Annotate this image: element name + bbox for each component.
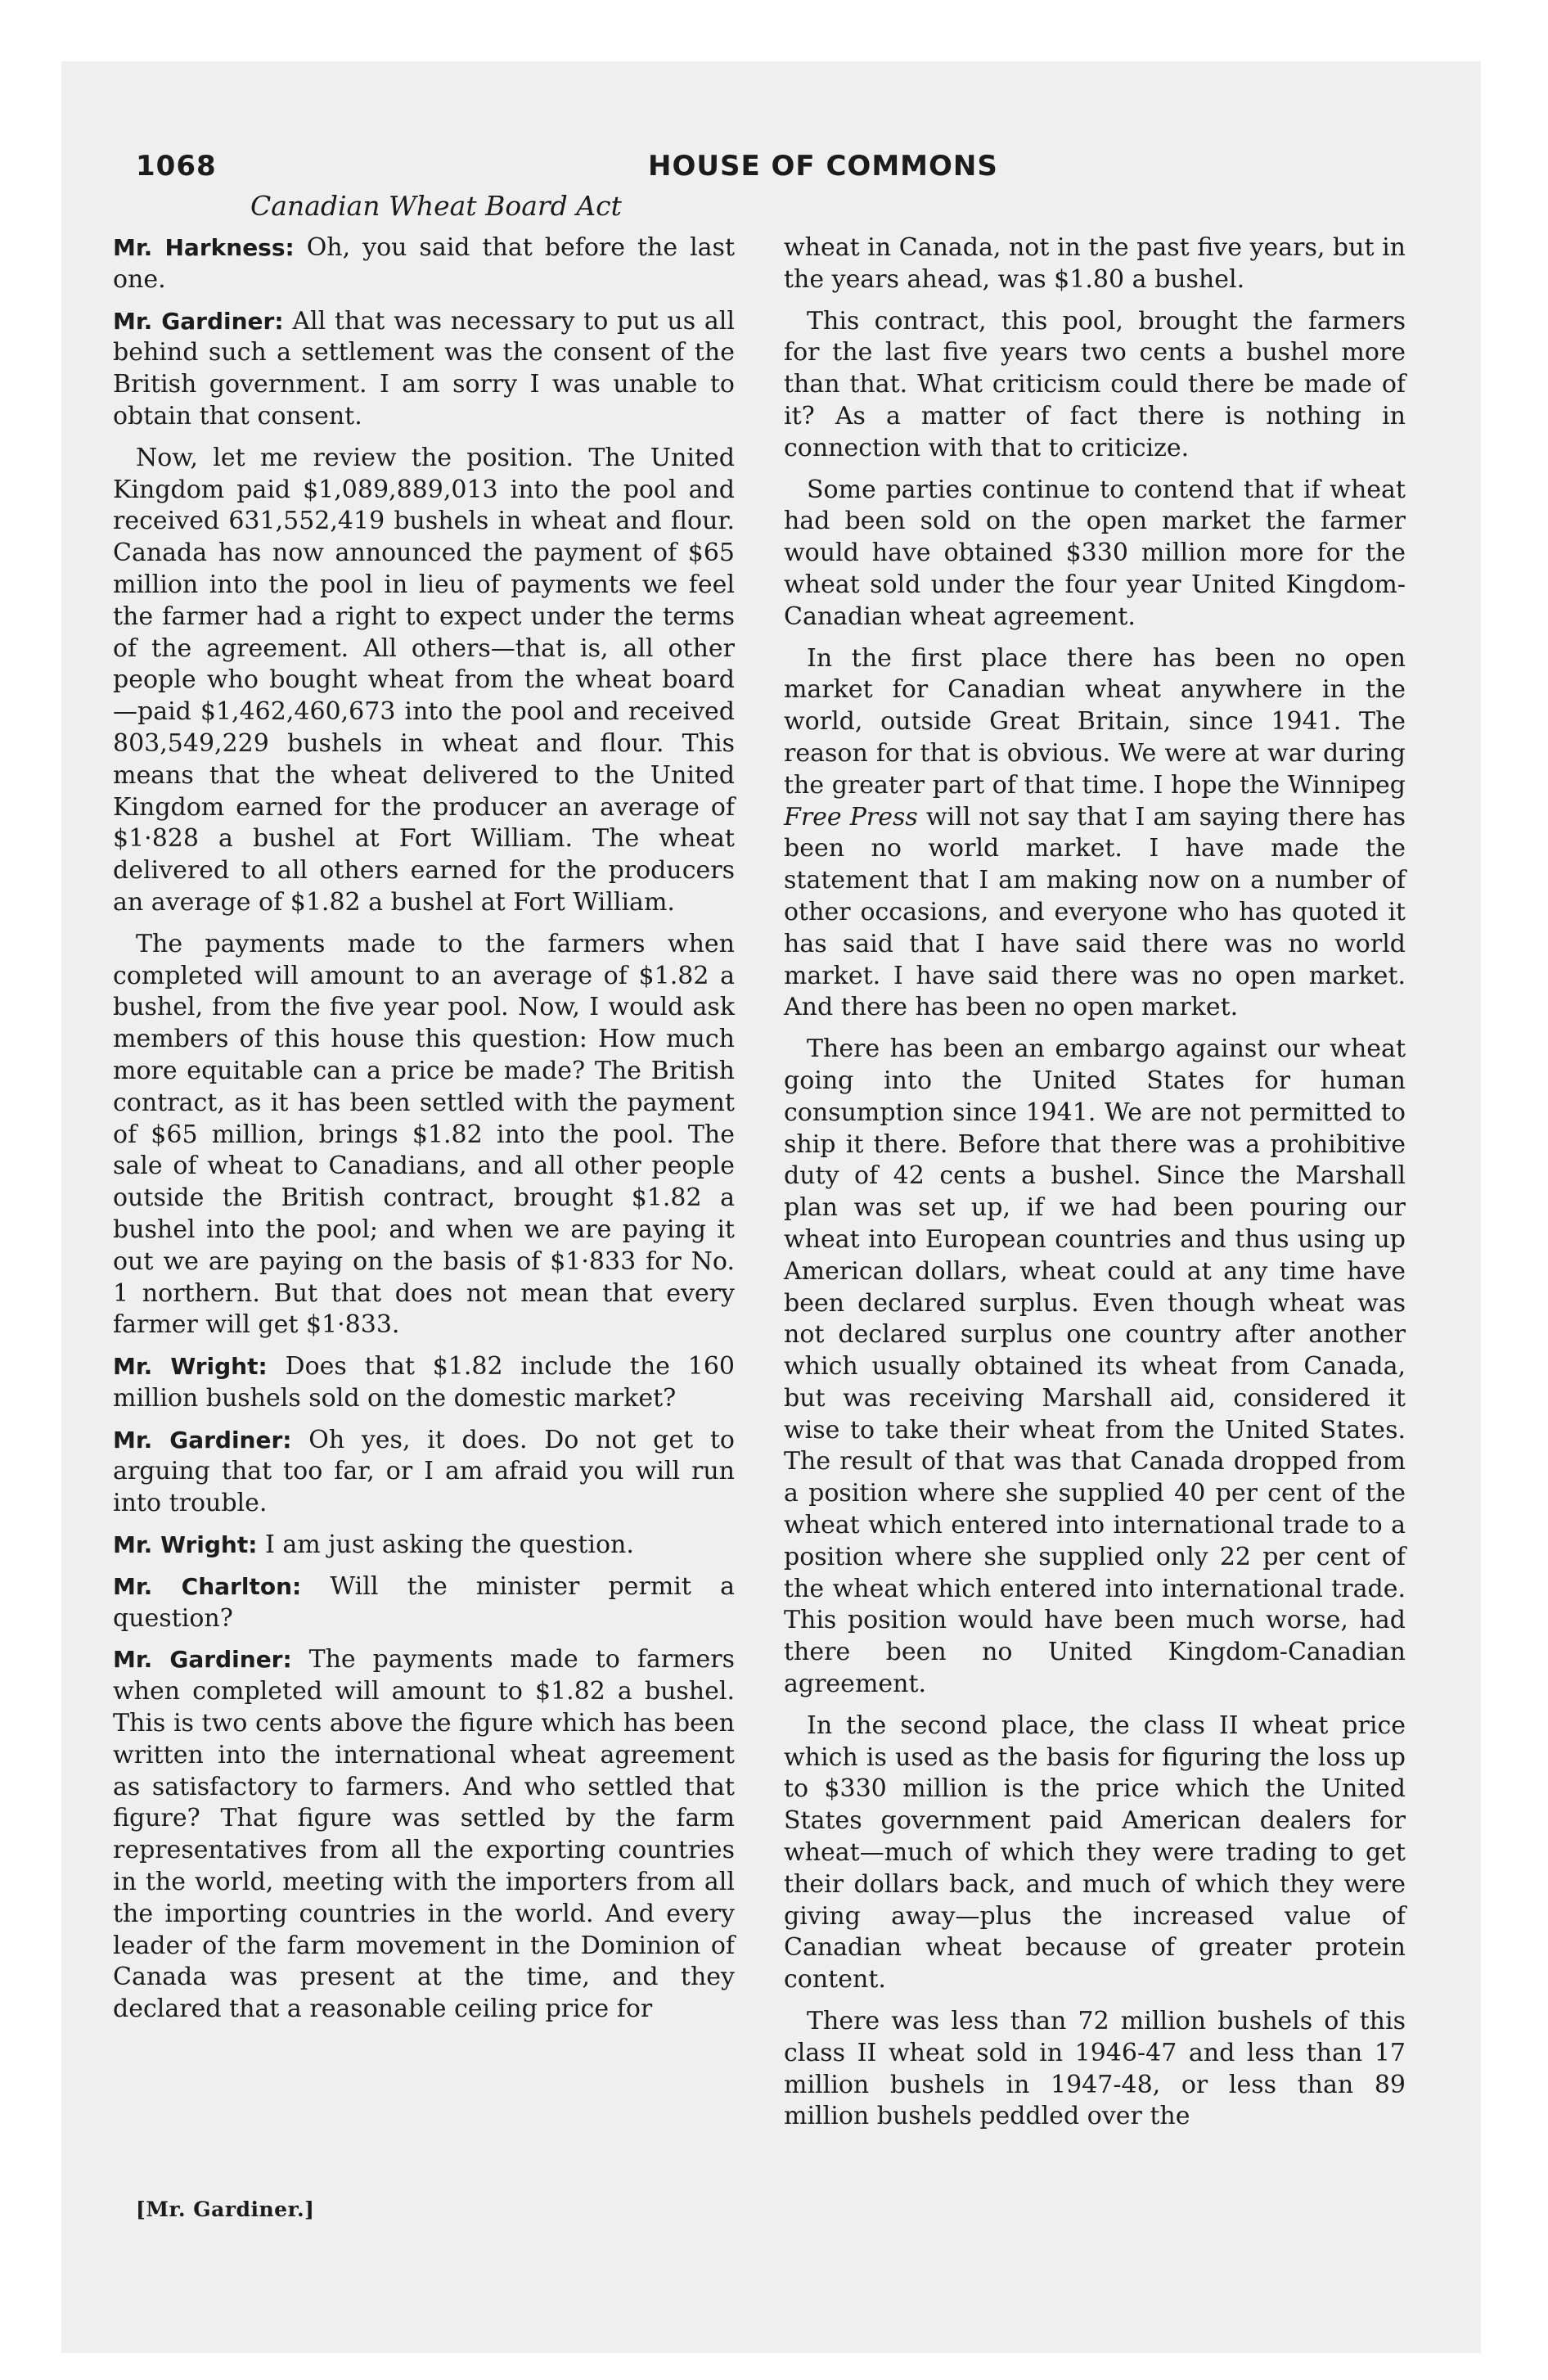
paragraph <box>113 306 735 433</box>
speech-text: The payments made to farmers when completed will amount to $1.82 a bushel. This is two cents above the figure which has been written into the international wheat agreement as satisfactory to farmers. And who settled that figure? That figure was settled by the farm representatives from all the exporting countries in the world, meeting with the importers from all the importing countries in the world. And every leader of the farm movement in the Dominion of Canada was present at the time, and they declared that a reasonable ceiling price for <box>113 1645 735 2024</box>
speaker-name: Mr. Charlton: <box>113 1572 302 1600</box>
speech-text: There was less than 72 million bushels of this class II wheat sold in 1946-47 and less than 17 million bushels in 1947-48, or less than 89 million bushels peddled over the <box>784 2007 1406 2131</box>
paragraph <box>784 475 1406 633</box>
paragraph <box>784 1034 1406 1701</box>
speech-text: There has been an embargo against our wheat going into the United States for human consumption since 1941. We are not permitted to ship it there. Before that there was a prohibitive duty of 42 cents a bushel. Since the Marshall plan was set up, if we had been pouring our wheat into European countries and thus using up American dollars, wheat could at any time have been declared surplus. Even though wheat was not declared surplus one country after another which usually obtained its wheat from Canada, but was receiving Marshall aid, considered it wise to take their wheat from the United States. The result of that was that Canada dropped from a position where she supplied 40 per cent of the wheat which entered into international trade to a position where she supplied only 22 per cent of the wheat which entered into international trade. This position would have been much worse, had there been no United Kingdom-Canadian agreement. <box>784 1034 1406 1699</box>
speech-text: All that was necessary to put us all behind such a settlement was the consent of the British government. I am sorry I was unable to obtain that consent. <box>113 306 735 430</box>
paragraph <box>113 1425 735 1520</box>
speech-text: The payments made to the farmers when completed will amount to an average of $1.82 a bushel, from the five year pool. Now, I would ask members of this house this question: How much more equitable can a price be made? The British contract, as it has been settled with the payment of $65 million, brings $1.82 into the pool. The sale of wheat to Canadians, and all other people outside the British contract, brought $1.82 a bushel into the pool; and when we are paying it out we are paying on the basis of $1·833 for No. 1 northern. But that does not mean that every farmer will get $1·833. <box>113 929 735 1340</box>
paragraph <box>784 1711 1406 1996</box>
speech-text: Will the minister permit a question? <box>113 1571 735 1633</box>
right-column <box>784 232 1406 2143</box>
speech-text: Oh, you said that before the last one. <box>113 233 735 294</box>
paragraph <box>113 1530 735 1562</box>
speech-text: Some parties continue to contend that if wheat had been sold on the open market the farmer would have obtained $330 million more for the wheat sold under the four year United Kingdom-Canadian wheat agreement. <box>784 475 1406 631</box>
paragraph <box>784 643 1406 1025</box>
paragraph <box>784 2006 1406 2133</box>
speech-text: In the second place, the class II wheat price which is used as the basis for figuring the loss up to $330 million is the price which the United States government paid American dealers for wheat—much of which they were trading to get their dollars back, and much of which they were giving away—plus the increased value of Canadian wheat because of greater protein content. <box>784 1711 1406 1995</box>
paragraph <box>113 232 735 296</box>
speaker-name: Mr. Gardiner: <box>113 307 284 335</box>
paragraph <box>113 443 735 919</box>
speaker-name: Mr. Wright: <box>113 1531 258 1559</box>
page-header <box>136 150 1433 191</box>
speech-text: This contract, this pool, brought the farmers for the last five years two cents a bushel more than that. What criticism could there be made of it? As a matter of fact there is nothing in connection with that to criticize. <box>784 306 1406 462</box>
speaker-name: Mr. Wright: <box>113 1353 268 1381</box>
paragraph <box>113 1571 735 1635</box>
footer-speaker-note: [Mr. Gardiner.] <box>136 2197 315 2221</box>
section-subject: Canadian Wheat Board Act <box>250 190 622 222</box>
paragraph <box>784 232 1406 296</box>
left-column <box>113 232 735 2035</box>
speech-text: Oh yes, it does. Do not get to arguing that too far, or I am afraid you will run into trouble. <box>113 1425 735 1518</box>
speech-text: In the first place there has been no open market for Canadian wheat anywhere in the world, outside Great Britain, since 1941. The reason for that is obvious. We were at war during the greater part of that time. I hope the Winnipeg <box>784 643 1406 800</box>
paragraph <box>784 306 1406 465</box>
paragraph <box>113 929 735 1341</box>
running-head: HOUSE OF COMMONS <box>648 150 998 183</box>
speech-text: wheat in Canada, not in the past five years, but in the years ahead, was $1.80 a bushel. <box>784 233 1406 294</box>
speech-text: will not say that I am saying there has been no world market. I have made the statement that I am making now on a number of other occasions, and everyone who has quoted it has said that I have said there was no world market. I have said there was no open market. And there has been no open market. <box>784 802 1406 1022</box>
paragraph <box>113 1644 735 2026</box>
speech-text: Now, let me review the position. The United Kingdom paid $1,089,889,013 into the pool and received 631,552,419 bushels in wheat and flour. Canada has now announced the payment of $65 million into the pool in lieu of payments we feel the farmer had a right to expect under the terms of the agreement. All others—that is, all other people who bought wheat from the wheat board—paid $1,462,460,673 into the pool and received 803,549,229 bushels in wheat and flour. This means that the wheat delivered to the United Kingdom earned for the producer an average of $1·828 a bushel at Fort William. The wheat delivered to all others earned for the producers an average of $1.82 a bushel at Fort William. <box>113 443 735 917</box>
speech-text: Does that $1.82 include the 160 million bushels sold on the domestic market? <box>113 1352 735 1413</box>
publication-name: Free Press <box>784 802 918 832</box>
speaker-name: Mr. Harkness: <box>113 234 295 261</box>
speaker-name: Mr. Gardiner: <box>113 1426 292 1454</box>
speech-text: I am just asking the question. <box>264 1530 634 1560</box>
speaker-name: Mr. Gardiner: <box>113 1646 292 1674</box>
page-number: 1068 <box>136 150 217 183</box>
paragraph <box>113 1351 735 1415</box>
